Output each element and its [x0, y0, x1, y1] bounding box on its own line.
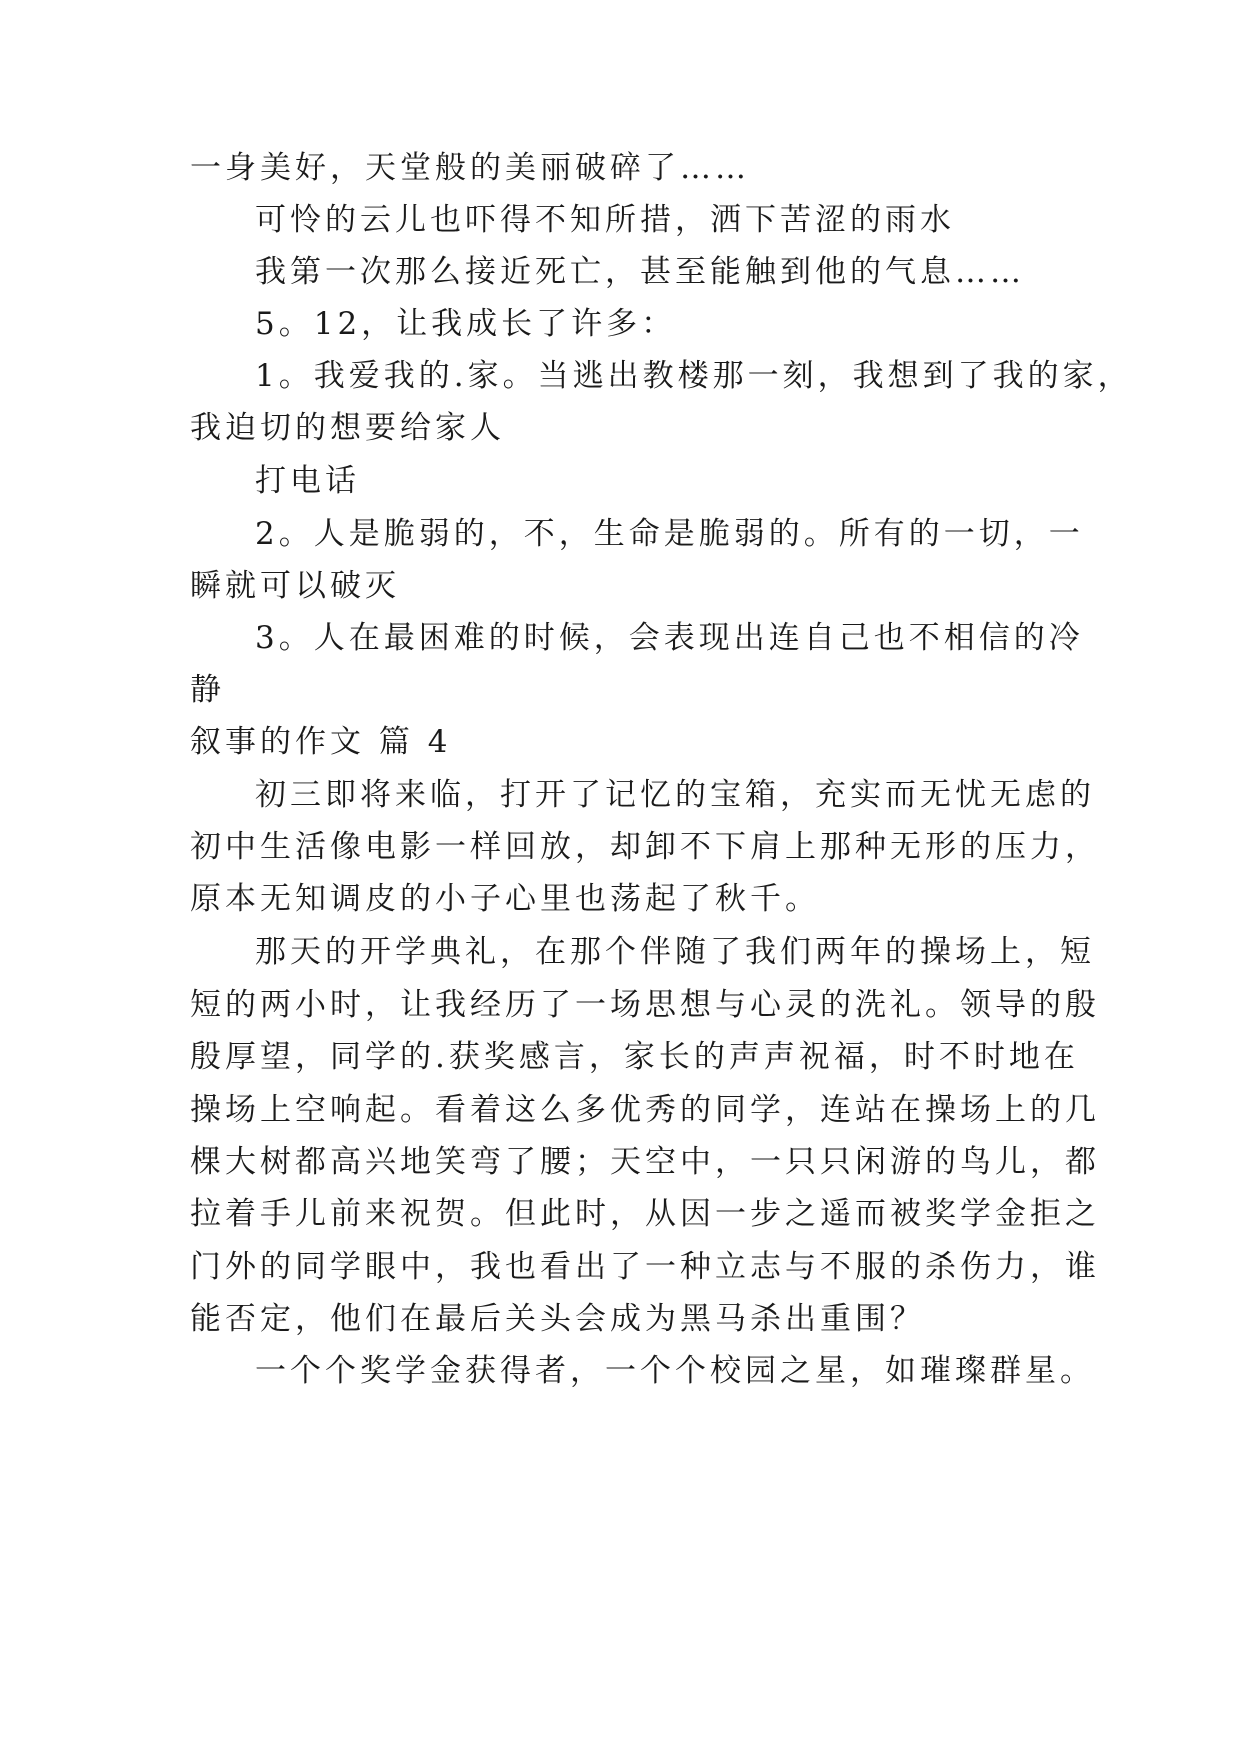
text-line: 拉着手儿前来祝贺。但此时，从因一步之遥而被奖学金拒之 — [190, 1196, 1100, 1232]
text-line: 殷厚望，同学的.获奖感言，家长的声声祝福，时不时地在 — [190, 1039, 1079, 1075]
text-line: 瞬就可以破灭 — [190, 568, 400, 604]
text-line: 棵大树都高兴地笑弯了腰；天空中，一只只闲游的鸟儿，都 — [190, 1144, 1100, 1180]
text-line: 2。人是脆弱的，不，生命是脆弱的。所有的一切，一 — [255, 516, 1084, 552]
text-line: 打电话 — [255, 463, 360, 499]
text-line: 初中生活像电影一样回放，却卸不下肩上那种无形的压力， — [190, 829, 1100, 865]
section-heading: 叙事的作文 篇 4 — [190, 724, 452, 760]
text-line: 一个个奖学金获得者，一个个校园之星，如璀璨群星。 — [255, 1353, 1095, 1389]
text-line: 短的两小时，让我经历了一场思想与心灵的洗礼。领导的殷 — [190, 987, 1100, 1023]
text-line: 能否定，他们在最后关头会成为黑马杀出重围？ — [190, 1301, 925, 1337]
text-line: 3。人在最困难的时候，会表现出连自己也不相信的冷 — [255, 620, 1084, 656]
text-line: 原本无知调皮的小子心里也荡起了秋千。 — [190, 881, 820, 917]
text-line: 可怜的云儿也吓得不知所措，洒下苦涩的雨水 — [255, 202, 955, 238]
text-line: 5。12，让我成长了许多： — [255, 306, 677, 342]
text-line: 我第一次那么接近死亡，甚至能触到他的气息…… — [255, 254, 1025, 290]
text-line: 初三即将来临，打开了记忆的宝箱，充实而无忧无虑的 — [255, 777, 1095, 813]
text-line: 一身美好，天堂般的美丽破碎了…… — [190, 150, 750, 186]
text-line: 操场上空响起。看着这么多优秀的同学，连站在操场上的几 — [190, 1092, 1100, 1128]
text-line: 我迫切的想要给家人 — [190, 410, 505, 446]
text-line: 1。我爱我的.家。当逃出教楼那一刻，我想到了我的家， — [255, 358, 1133, 394]
text-line: 门外的同学眼中，我也看出了一种立志与不服的杀伤力，谁 — [190, 1249, 1100, 1285]
text-line: 那天的开学典礼，在那个伴随了我们两年的操场上，短 — [255, 934, 1095, 970]
text-line: 静 — [190, 672, 225, 708]
